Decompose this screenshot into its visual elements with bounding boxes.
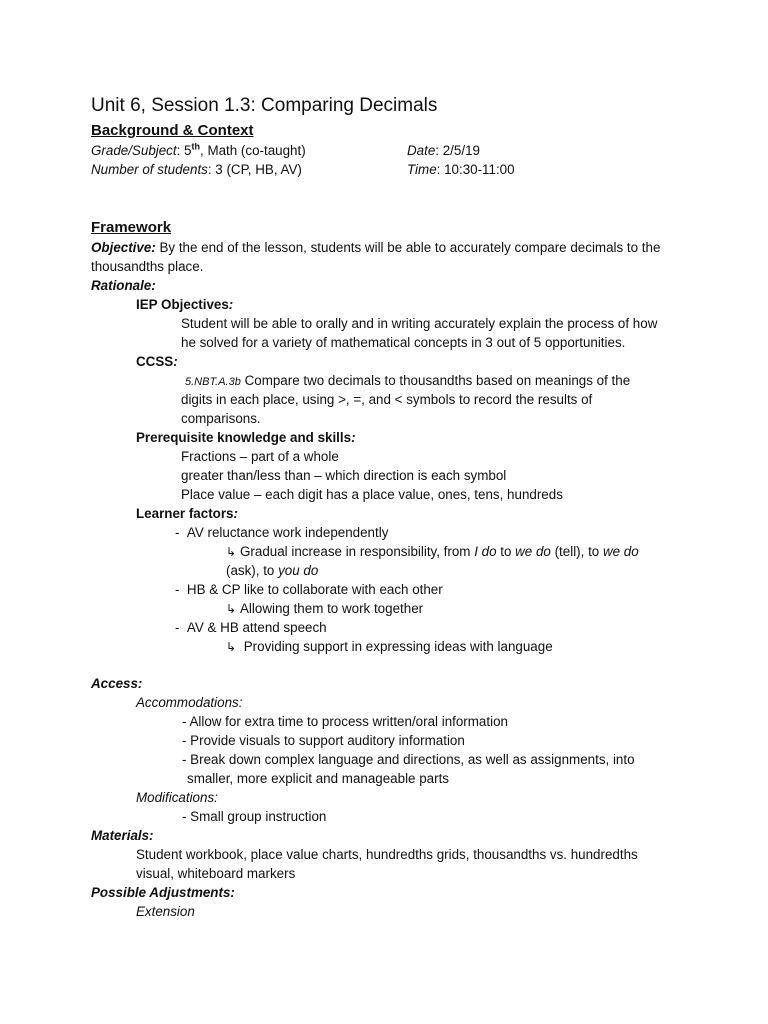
ccss-text-2: digits in each place, using >, =, and < symbols to record the results of — [181, 392, 593, 407]
accommodation-item: - Break down complex language and directions, as well as assignments, into — [182, 752, 635, 767]
bullet-dash: - — [175, 525, 180, 540]
detail-text: Providing support in expressing ideas with language — [243, 639, 553, 654]
grade-sup: th — [191, 141, 200, 152]
bullet-dash: - — [175, 620, 180, 635]
turn-arrow-icon: ↳ — [226, 640, 237, 654]
turn-arrow-icon: ↳ — [226, 545, 237, 559]
iep-label: IEP Objectives — [136, 297, 229, 312]
detail-i-do: I do — [474, 544, 497, 559]
turn-arrow-icon: ↳ — [226, 602, 237, 616]
ccss-text-1 — [185, 371, 630, 392]
factor-text: HB & CP like to collaborate with each other — [186, 582, 443, 597]
factor-text: AV reluctance work independently — [186, 525, 389, 540]
learner-heading — [136, 504, 238, 523]
materials-text-1: Student workbook, place value charts, hundredths grids, thousandths vs. hundredths — [136, 847, 638, 862]
factor-3-detail — [226, 637, 553, 657]
prereq-heading — [136, 428, 356, 447]
ccss-standard: Compare two decimals to thousandths based on meanings of the — [240, 373, 631, 388]
grade-label: Grade/Subject — [91, 143, 177, 158]
objective-text: By the end of the lesson, students will be able to accurately compare decimals to the — [155, 240, 661, 255]
prereq-label: Prerequisite knowledge and skills — [136, 430, 352, 445]
time-value: : 10:30-11:00 — [436, 162, 515, 177]
objective-line-2: thousandths place. — [91, 259, 204, 274]
ccss-heading — [136, 352, 178, 371]
grade-subject-line — [91, 141, 306, 160]
prereq-colon: : — [351, 430, 356, 445]
detail-text-a: Gradual increase in responsibility, from — [240, 544, 475, 559]
accommodation-item: - Provide visuals to support auditory information — [182, 733, 465, 748]
factor-1-detail-1 — [226, 542, 639, 562]
prereq-item: Fractions – part of a whole — [181, 449, 339, 464]
time-label: Time — [407, 162, 437, 177]
page-title: Unit 6, Session 1.3: Comparing Decimals — [91, 95, 438, 116]
time-line — [407, 160, 515, 179]
iep-text-2: he solved for a variety of mathematical concepts in 3 out of 5 opportunities. — [181, 335, 626, 350]
learner-label: Learner factors — [136, 506, 234, 521]
extension-label: Extension — [136, 904, 195, 919]
date-value: : 2/5/19 — [435, 143, 480, 158]
background-heading: Background & Context — [91, 122, 254, 139]
ccss-code: 5.NBT.A.3b — [185, 376, 241, 388]
modifications-label: Modifications: — [136, 790, 218, 805]
learner-colon: : — [233, 506, 238, 521]
accommodation-item-cont: smaller, more explicit and manageable parts — [187, 771, 449, 786]
learner-factor-2 — [175, 580, 443, 599]
framework-heading: Framework — [91, 219, 172, 236]
rationale-label: Rationale: — [91, 278, 156, 293]
detail-text: Allowing them to work together — [240, 601, 424, 616]
materials-label: Materials: — [91, 828, 154, 843]
learner-factor-3 — [175, 618, 327, 637]
objective-line-1 — [91, 238, 660, 257]
ccss-label: CCSS — [136, 354, 174, 369]
ccss-text-3: comparisons. — [181, 411, 261, 426]
detail-text-d: (ask), to — [226, 563, 279, 578]
iep-colon: : — [228, 297, 234, 312]
detail-you-do: you do — [278, 563, 319, 578]
factor-1-detail-2 — [226, 561, 318, 580]
grade-suffix: , Math (co-taught) — [200, 143, 306, 158]
access-label: Access: — [91, 676, 143, 691]
bullet-dash: - — [175, 582, 180, 597]
factor-2-detail — [226, 599, 423, 619]
students-line — [91, 160, 302, 179]
learner-factor-1 — [175, 523, 388, 542]
detail-we-do: we do — [515, 544, 551, 559]
objective-label: Objective: — [91, 240, 156, 255]
iep-heading — [136, 295, 233, 314]
grade-prefix: : 5 — [176, 143, 192, 158]
modification-item: - Small group instruction — [182, 809, 327, 824]
detail-text-b: to — [496, 544, 516, 559]
date-line — [407, 141, 480, 160]
ccss-colon: : — [173, 354, 178, 369]
students-label: Number of students — [91, 162, 208, 177]
date-label: Date — [407, 143, 436, 158]
accommodation-item: - Allow for extra time to process written/oral information — [182, 714, 508, 729]
iep-text-1: Student will be able to orally and in writing accurately explain the process of how — [181, 316, 658, 331]
detail-we-do-2: we do — [602, 544, 639, 559]
accommodations-label: Accommodations: — [136, 695, 243, 710]
factor-text: AV & HB attend speech — [186, 620, 327, 635]
prereq-item: greater than/less than – which direction is each symbol — [181, 468, 507, 483]
students-value: : 3 (CP, HB, AV) — [207, 162, 302, 177]
adjustments-label: Possible Adjustments: — [91, 885, 235, 900]
prereq-item: Place value – each digit has a place value, ones, tens, hundreds — [181, 487, 563, 502]
materials-text-2: visual, whiteboard markers — [136, 866, 296, 881]
detail-text-c: (tell), to — [550, 544, 603, 559]
